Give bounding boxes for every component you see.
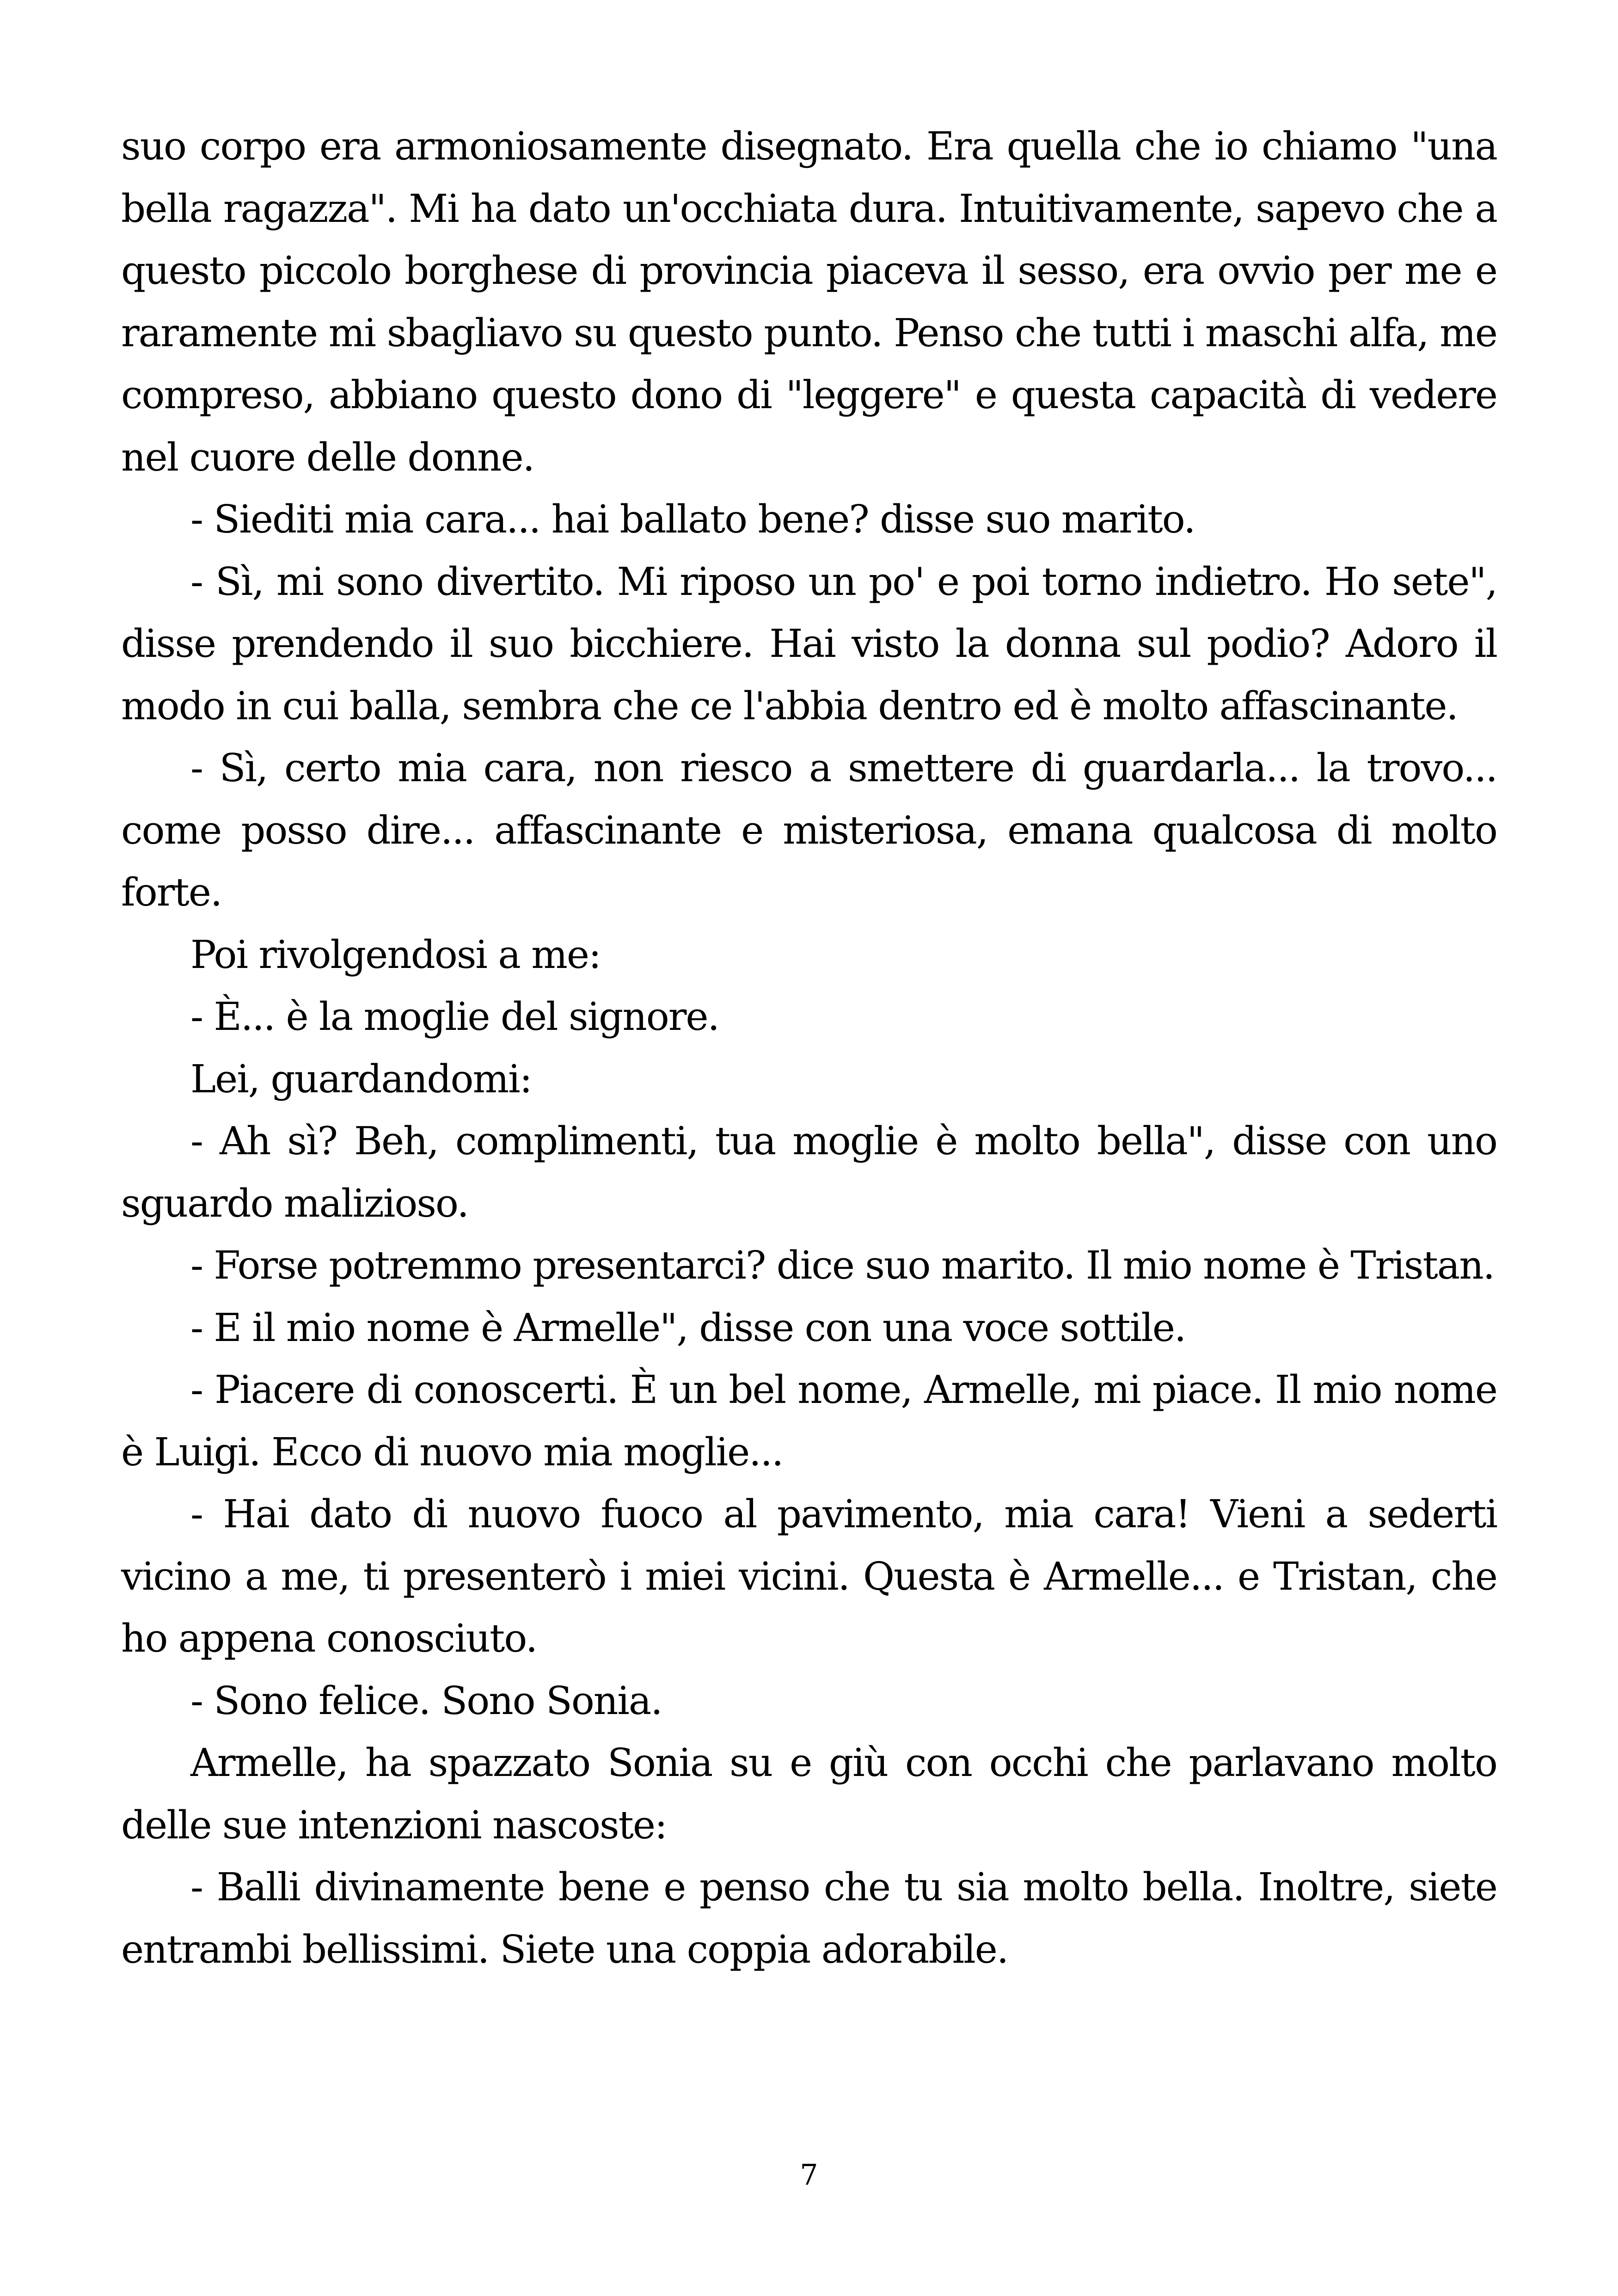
paragraph-dialogue-fire-floor: - Hai dato di nuovo fuoco al pavimento, mia cara! Vieni a sederti vicino a me, ti presenterò i miei vicini. Questa è Armelle... e Tristan, che ho appena conosciuto.: [121, 1492, 1497, 1661]
paragraph-dialogue-husband-asks: - Siediti mia cara... hai ballato bene? disse suo marito.: [190, 497, 1195, 542]
body-text: [121, 116, 1497, 1981]
paragraph-dialogue-compliments: - Ah sì? Beh, complimenti, tua moglie è molto bella", disse con uno sguardo malizioso.: [121, 1119, 1497, 1226]
paragraph-dialogue-armelle: - E il mio nome è Armelle", disse con una voce sottile.: [190, 1305, 1186, 1350]
paragraph-narration-armelle: Armelle, ha spazzato Sonia su e giù con occhi che parlavano molto delle sue intenzioni nascoste:: [121, 1740, 1497, 1848]
paragraph-narration-looking: Lei, guardandomi:: [190, 1056, 532, 1102]
paragraph-dialogue-sonia: - Sono felice. Sono Sonia.: [190, 1678, 662, 1723]
paragraph-dialogue-introduce: - Forse potremmo presentarci? dice suo marito. Il mio nome è Tristan.: [190, 1243, 1495, 1288]
paragraph-dialogue-wife-of-sir: - È... è la moglie del signore.: [190, 994, 719, 1039]
page-number: 7: [800, 2158, 818, 2192]
paragraph-narration-turning: Poi rivolgendosi a me:: [190, 932, 601, 977]
paragraph-dialogue-husband-agrees: - Sì, certo mia cara, non riesco a smettere di guardarla... la trovo... come posso dire... affascinante e misteriosa, emana qualcosa di molto forte.: [121, 746, 1497, 915]
paragraph-dialogue-compliment-couple: - Balli divinamente bene e penso che tu sia molto bella. Inoltre, siete entrambi bellissimi. Siete una coppia adorabile.: [121, 1865, 1497, 1972]
paragraph-continuation: suo corpo era armoniosamente disegnato. Era quella che io chiamo "una bella ragazza". Mi ha dato un'occhiata dura. Intuitivamente, sapevo che a questo piccolo borghese di provincia piaceva il sesso, era ovvio per me e raramente mi sbagliavo su questo punto. Penso che tutti i maschi alfa, me compreso, abbiano questo dono di "leggere" e questa capacità di vedere nel cuore delle donne.: [121, 124, 1497, 480]
paragraph-dialogue-luigi: - Piacere di conoscerti. È un bel nome, Armelle, mi piace. Il mio nome è Luigi. Ecco di nuovo mia moglie...: [121, 1367, 1497, 1475]
paragraph-dialogue-wife-replies: - Sì, mi sono divertito. Mi riposo un po' e poi torno indietro. Ho sete", disse prendendo il suo bicchiere. Hai visto la donna sul podio? Adoro il modo in cui balla, sembra che ce l'abbia dentro ed è molto affascinante.: [121, 559, 1497, 729]
